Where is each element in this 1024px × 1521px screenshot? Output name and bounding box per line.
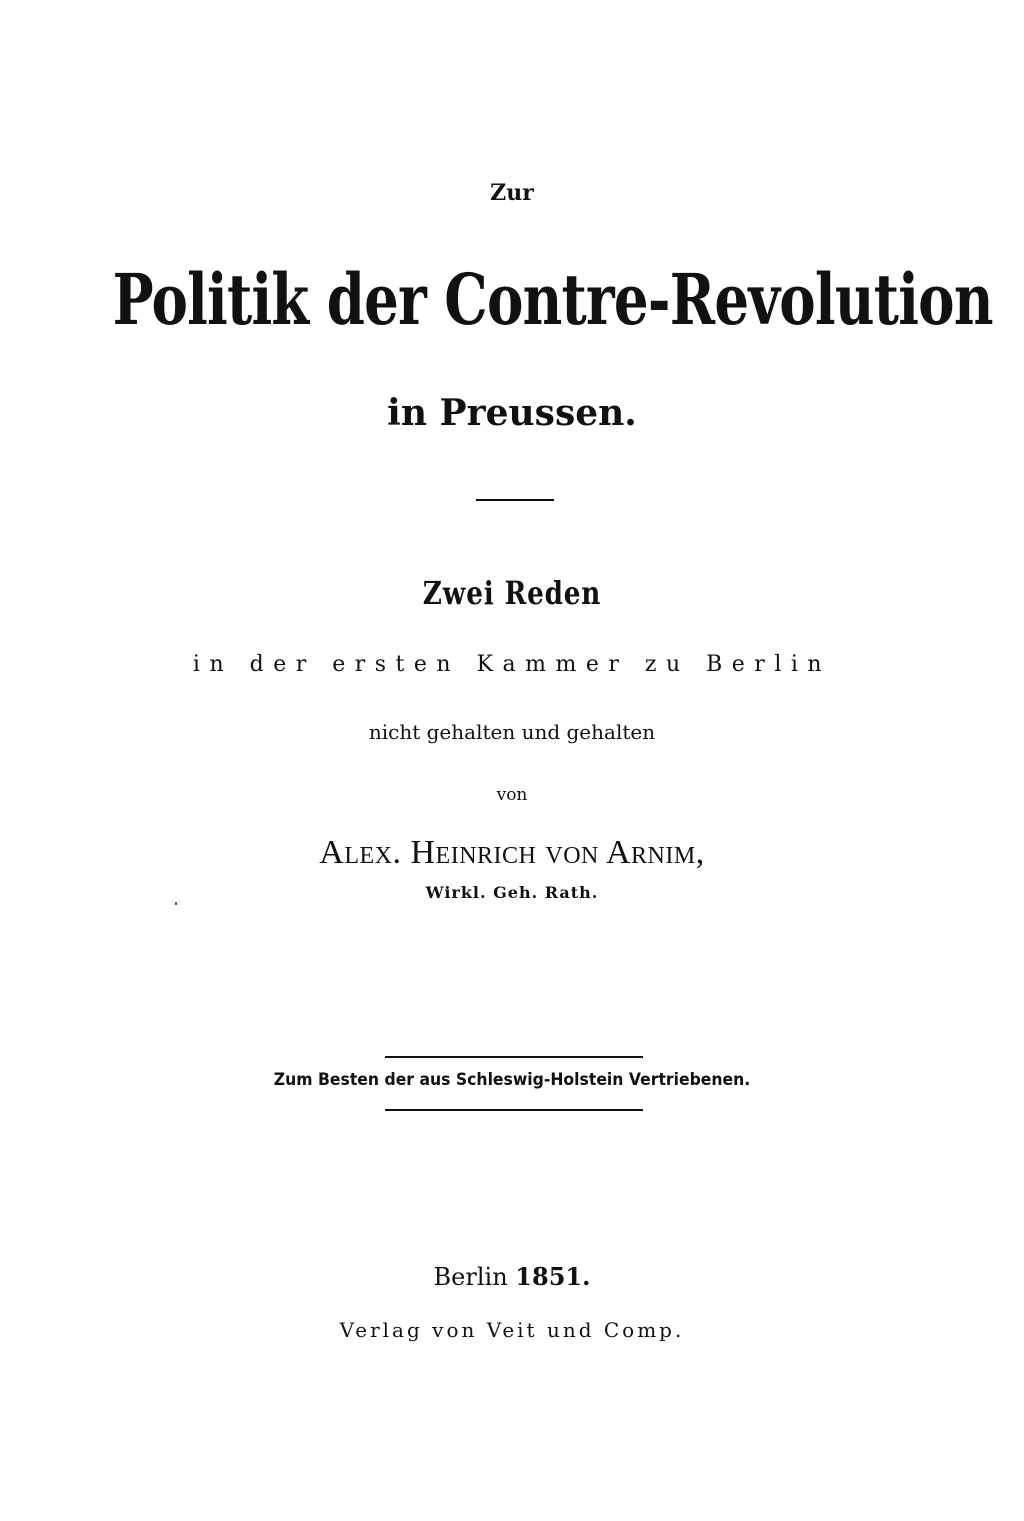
imprint-place: Berlin [433,1263,508,1291]
short-divider [476,499,554,501]
author-name: Alex. Heinrich von Arnim, [319,834,705,871]
pre-title: Zur [490,180,534,206]
dedication: Zum Besten der aus Schleswig-Holstein Vertriebenen. [273,1070,751,1090]
publisher: Verlag von Veit und Comp. [339,1318,685,1342]
context-line: in der ersten Kammer zu Berlin [192,652,832,677]
print-speck [175,902,177,905]
qualifier-line: nicht gehalten und gehalten [368,720,656,744]
sub-title: in Preussen. [387,392,637,434]
dedication-rule-top [385,1056,643,1058]
work-title: Zwei Reden [422,574,602,612]
author-rank: Wirkl. Geh. Rath. [425,883,599,902]
by-word: von [496,785,528,805]
imprint-year: 1851. [515,1262,591,1291]
main-title: Politik der Contre-Revolution [112,258,993,341]
dedication-rule-bottom [385,1109,643,1111]
imprint-place-year [0,1262,1024,1291]
